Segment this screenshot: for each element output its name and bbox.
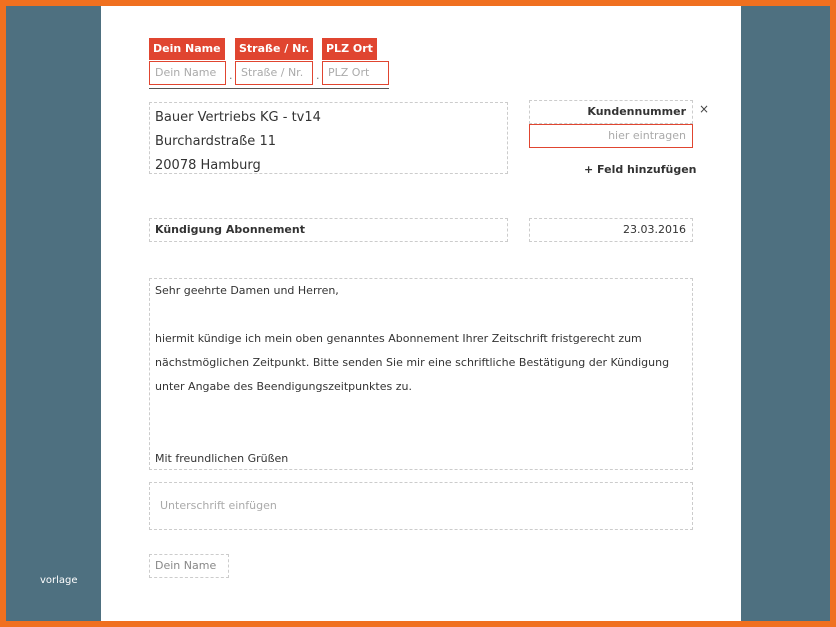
letter-paper bbox=[101, 6, 741, 621]
body-line: unter Angabe des Beendigungszeitpunktes zu. bbox=[155, 380, 412, 393]
signature-name-field[interactable]: Dein Name bbox=[149, 554, 229, 578]
sender-separator: · bbox=[316, 72, 320, 85]
sender-name-input[interactable]: Dein Name bbox=[149, 61, 226, 85]
sender-street-tag: Straße / Nr. bbox=[235, 38, 313, 60]
watermark: vorlage bbox=[40, 575, 78, 586]
customer-number-label[interactable]: Kundennummer bbox=[529, 100, 693, 124]
recipient-address[interactable] bbox=[149, 102, 508, 174]
add-field-button[interactable]: + Feld hinzufügen bbox=[584, 163, 697, 176]
greeting: Sehr geehrte Damen und Herren, bbox=[155, 284, 339, 297]
recipient-line: Burchardstraße 11 bbox=[155, 134, 276, 149]
sender-name-tag: Dein Name bbox=[149, 38, 225, 60]
sender-separator: · bbox=[229, 72, 233, 85]
sender-city-tag: PLZ Ort bbox=[322, 38, 377, 60]
date-field[interactable]: 23.03.2016 bbox=[529, 218, 693, 242]
subject-field[interactable]: Kündigung Abonnement bbox=[149, 218, 508, 242]
recipient-line: 20078 Hamburg bbox=[155, 158, 261, 173]
letter-body[interactable] bbox=[149, 278, 693, 470]
closing: Mit freundlichen Grüßen bbox=[155, 452, 289, 465]
recipient-line: Bauer Vertriebs KG - tv14 bbox=[155, 110, 321, 125]
sender-street-input[interactable]: Straße / Nr. bbox=[235, 61, 313, 85]
close-icon[interactable]: × bbox=[699, 102, 710, 116]
sender-underline bbox=[149, 88, 389, 89]
sender-city-input[interactable]: PLZ Ort bbox=[322, 61, 389, 85]
body-line: hiermit kündige ich mein oben genanntes Abonnement Ihrer Zeitschrift fristgerecht zum bbox=[155, 332, 642, 345]
signature-field[interactable]: Unterschrift einfügen bbox=[149, 482, 693, 530]
body-line: nächstmöglichen Zeitpunkt. Bitte senden Sie mir eine schriftliche Bestätigung der Kündigung bbox=[155, 356, 670, 369]
customer-number-input[interactable]: hier eintragen bbox=[529, 124, 693, 148]
